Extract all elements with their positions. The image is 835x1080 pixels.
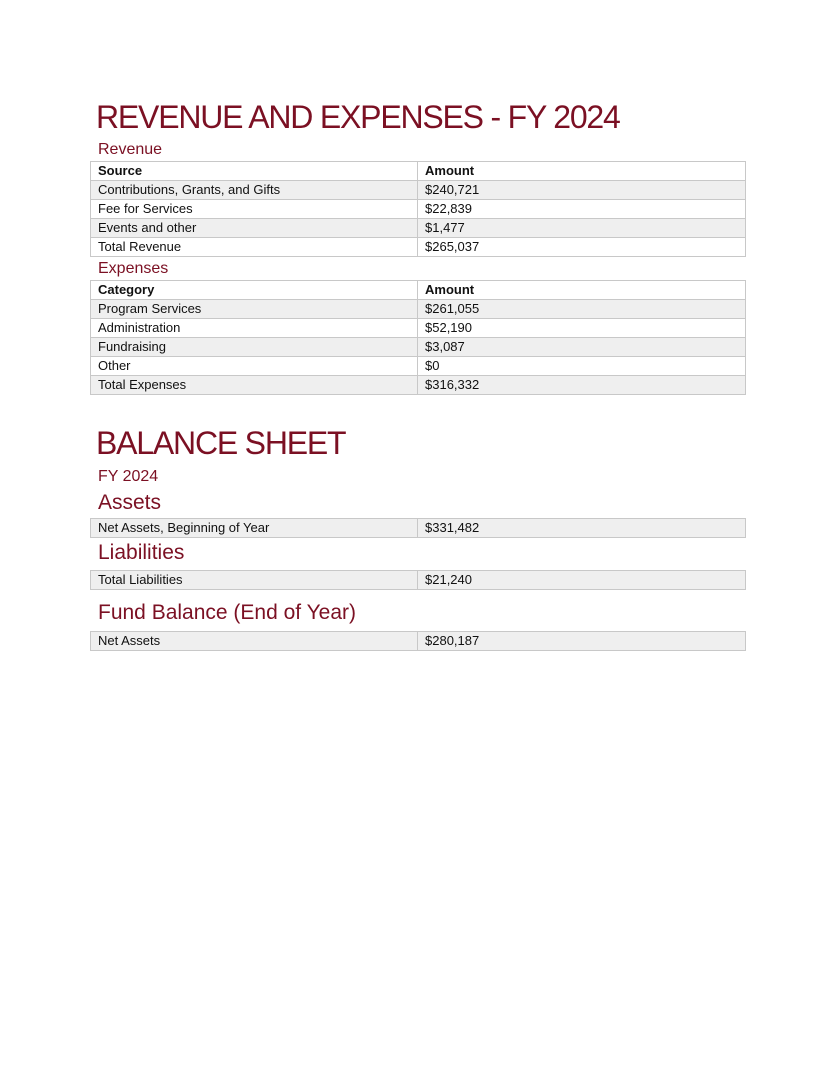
liabilities-heading: Liabilities xyxy=(98,541,185,564)
table-cell: $331,482 xyxy=(418,519,746,538)
table-cell: $3,087 xyxy=(418,338,746,357)
revenue-expenses-title: REVENUE AND EXPENSES - FY 2024 xyxy=(96,99,620,135)
table-row xyxy=(91,181,746,200)
table-row xyxy=(91,571,746,590)
table-cell: Fundraising xyxy=(91,338,418,357)
fund-balance-heading: Fund Balance (End of Year) xyxy=(98,601,357,624)
revenue-heading: Revenue xyxy=(98,141,163,158)
assets-table xyxy=(90,518,746,538)
table-cell: Total Expenses xyxy=(91,376,418,395)
table-cell: $0 xyxy=(418,357,746,376)
liabilities-table xyxy=(90,570,746,590)
table-row xyxy=(91,300,746,319)
table-cell: Fee for Services xyxy=(91,200,418,219)
table-cell: $240,721 xyxy=(418,181,746,200)
balance-sheet-subtitle: FY 2024 xyxy=(98,468,159,485)
table-cell: Events and other xyxy=(91,219,418,238)
table-cell: $1,477 xyxy=(418,219,746,238)
expenses-heading: Expenses xyxy=(98,260,169,277)
assets-heading: Assets xyxy=(98,491,162,514)
table-cell: $261,055 xyxy=(418,300,746,319)
expenses-table xyxy=(90,280,746,395)
table-cell: Program Services xyxy=(91,300,418,319)
fund-balance-table xyxy=(90,631,746,651)
table-row xyxy=(91,519,746,538)
column-header: Amount xyxy=(418,281,746,300)
table-cell: $280,187 xyxy=(418,632,746,651)
table-header-row xyxy=(91,162,746,181)
table-row xyxy=(91,357,746,376)
table-row xyxy=(91,319,746,338)
column-header: Category xyxy=(91,281,418,300)
column-header: Source xyxy=(91,162,418,181)
table-cell: $21,240 xyxy=(418,571,746,590)
balance-sheet-title: BALANCE SHEET xyxy=(96,425,346,461)
table-cell: Contributions, Grants, and Gifts xyxy=(91,181,418,200)
table-row xyxy=(91,238,746,257)
table-row xyxy=(91,632,746,651)
table-cell: Total Liabilities xyxy=(91,571,418,590)
table-cell: Net Assets, Beginning of Year xyxy=(91,519,418,538)
table-row xyxy=(91,376,746,395)
table-cell: $22,839 xyxy=(418,200,746,219)
table-cell: Administration xyxy=(91,319,418,338)
table-row xyxy=(91,200,746,219)
revenue-table xyxy=(90,161,746,257)
table-cell: Other xyxy=(91,357,418,376)
table-header-row xyxy=(91,281,746,300)
table-cell: $265,037 xyxy=(418,238,746,257)
table-cell: $52,190 xyxy=(418,319,746,338)
table-cell: $316,332 xyxy=(418,376,746,395)
table-cell: Total Revenue xyxy=(91,238,418,257)
table-row xyxy=(91,219,746,238)
table-row xyxy=(91,338,746,357)
table-cell: Net Assets xyxy=(91,632,418,651)
column-header: Amount xyxy=(418,162,746,181)
